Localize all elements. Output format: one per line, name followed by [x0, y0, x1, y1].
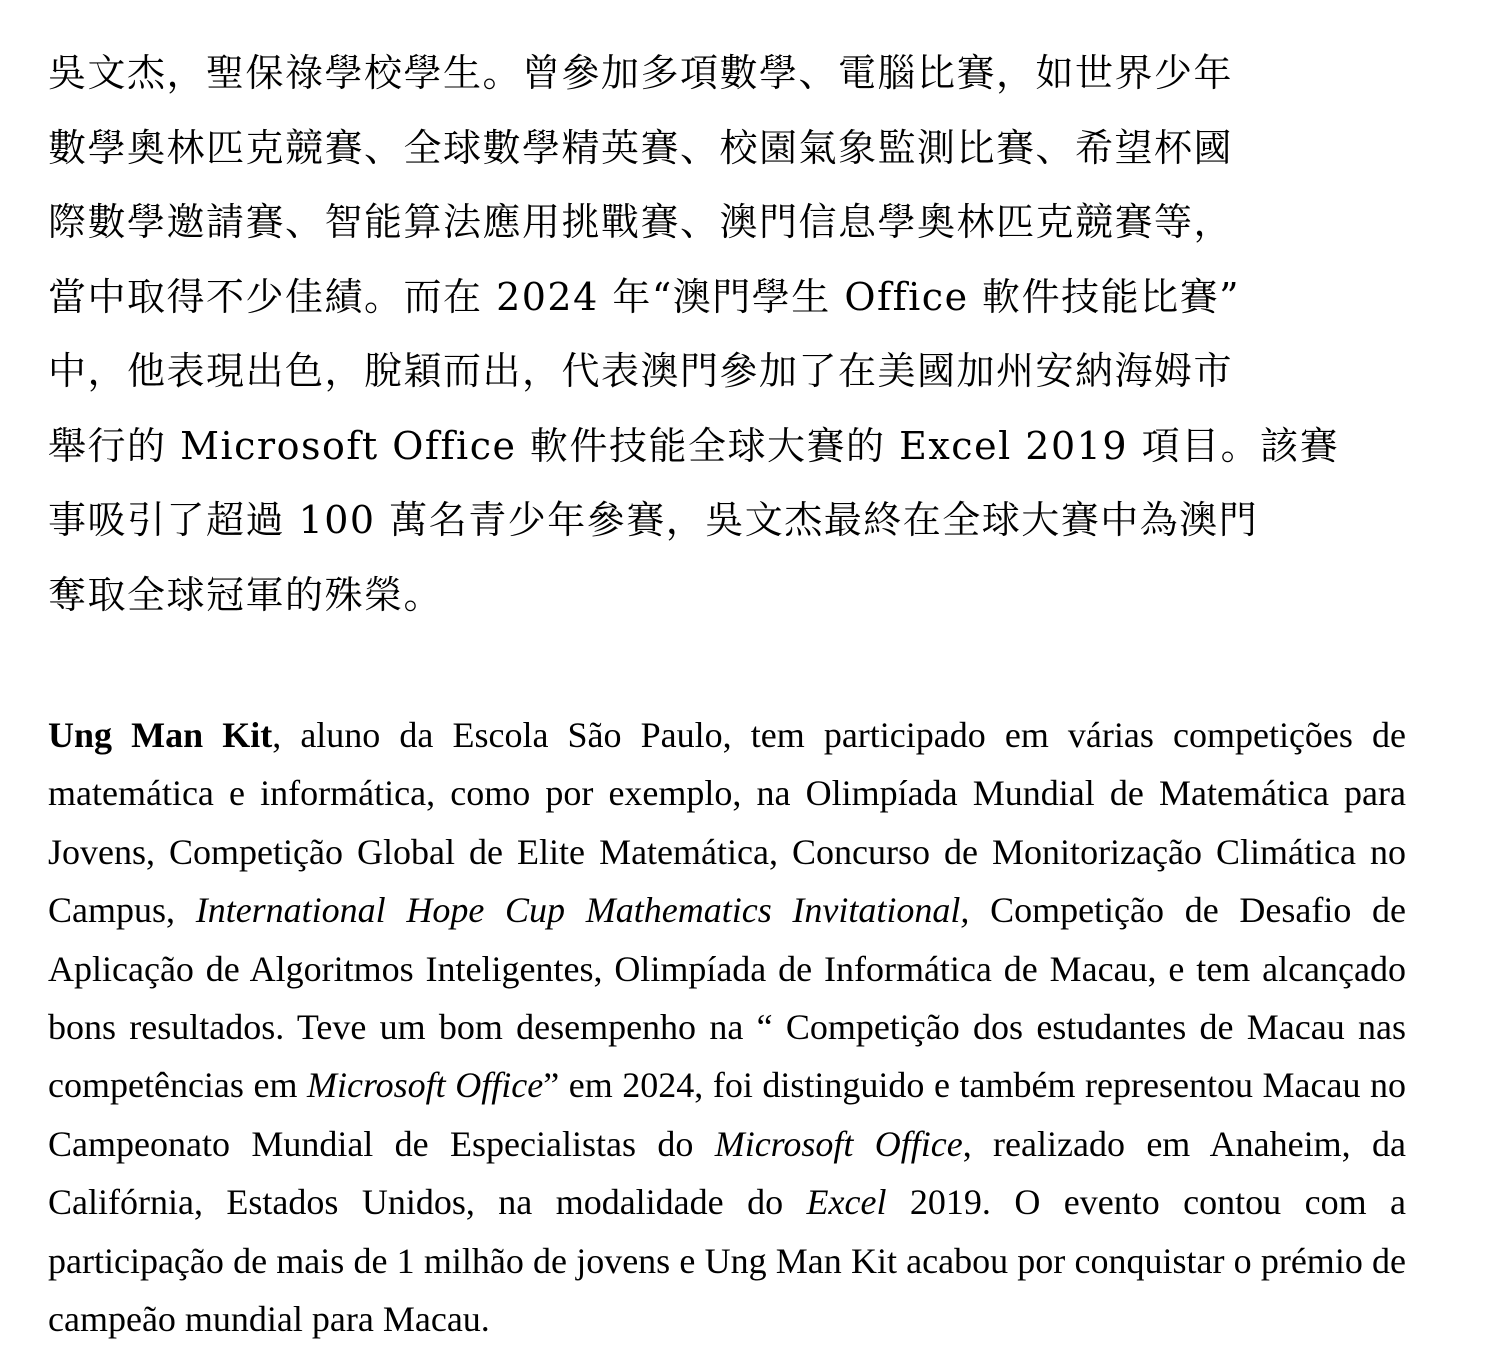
chinese-line-8: 奪取全球冠軍的殊榮。 [48, 572, 444, 617]
pt-text-4: , realizado em Anaheim, da Califórnia, Estados Unidos, na modalidade do [48, 1123, 1406, 1223]
pt-italic-competition: International Hope Cup Mathematics Invitational, [195, 890, 970, 931]
chinese-line-5: 中，他表現出色，脫穎而出，代表澳門參加了在美國加州安納海姆市 [48, 349, 1234, 393]
chinese-line-1: 吳文杰，聖保祿學校學生。曾參加多項數學、電腦比賽，如世界少年 [48, 51, 1234, 95]
pt-italic-excel: Excel [806, 1182, 887, 1223]
pt-text-3: ” em 2024, foi distinguido e também representou Macau no Campeonato Mundial de Especialistas do [48, 1065, 1407, 1164]
pt-text-2: Competição de Desafio de Aplicação de Algoritmos Inteligentes, Olimpíada de Informática de Macau, e tem alcançado bons resultados. Teve um bom desempenho na “ Competição dos estudantes de Macau nas competências em [48, 890, 1406, 1106]
chinese-line-4: 當中取得不少佳績。而在 2024 年“澳門學生 Office 軟件技能比賽” [48, 274, 1241, 319]
chinese-line-3: 際數學邀請賽、智能算法應用挑戰賽、澳門信息學奧林匹克競賽等， [48, 200, 1234, 244]
portuguese-paragraph [48, 706, 1406, 1348]
chinese-paragraph [48, 36, 1406, 632]
pt-italic-office-2: Microsoft Office [714, 1123, 963, 1164]
pt-text-1: , aluno da Escola São Paulo, tem participado em várias competições de matemática e informática, como por exemplo, na Olimpíada Mundial de Matemática para Jovens, Competição Global de Elite Matemática, Concurso de Monitorização Climática no Campus, [48, 715, 1406, 931]
pt-text-5: 2019. O evento contou com a participação de mais de 1 milhão de jovens e Ung Man Kit acabou por conquistar o prémio de campeão mundial para Macau. [48, 1182, 1406, 1340]
pt-italic-office-1: Microsoft Office [307, 1065, 544, 1106]
chinese-line-2: 數學奧林匹克競賽、全球數學精英賽、校園氣象監測比賽、希望杯國 [48, 125, 1234, 170]
document-page [48, 36, 1407, 1340]
chinese-line-6: 舉行的 Microsoft Office 軟件技能全球大賽的 Excel 2019 項目。該賽 [48, 423, 1340, 468]
student-name: Ung Man Kit [48, 715, 273, 755]
chinese-line-7: 事吸引了超過 100 萬名青少年參賽，吳文杰最終在全球大賽中為澳門 [48, 498, 1259, 542]
